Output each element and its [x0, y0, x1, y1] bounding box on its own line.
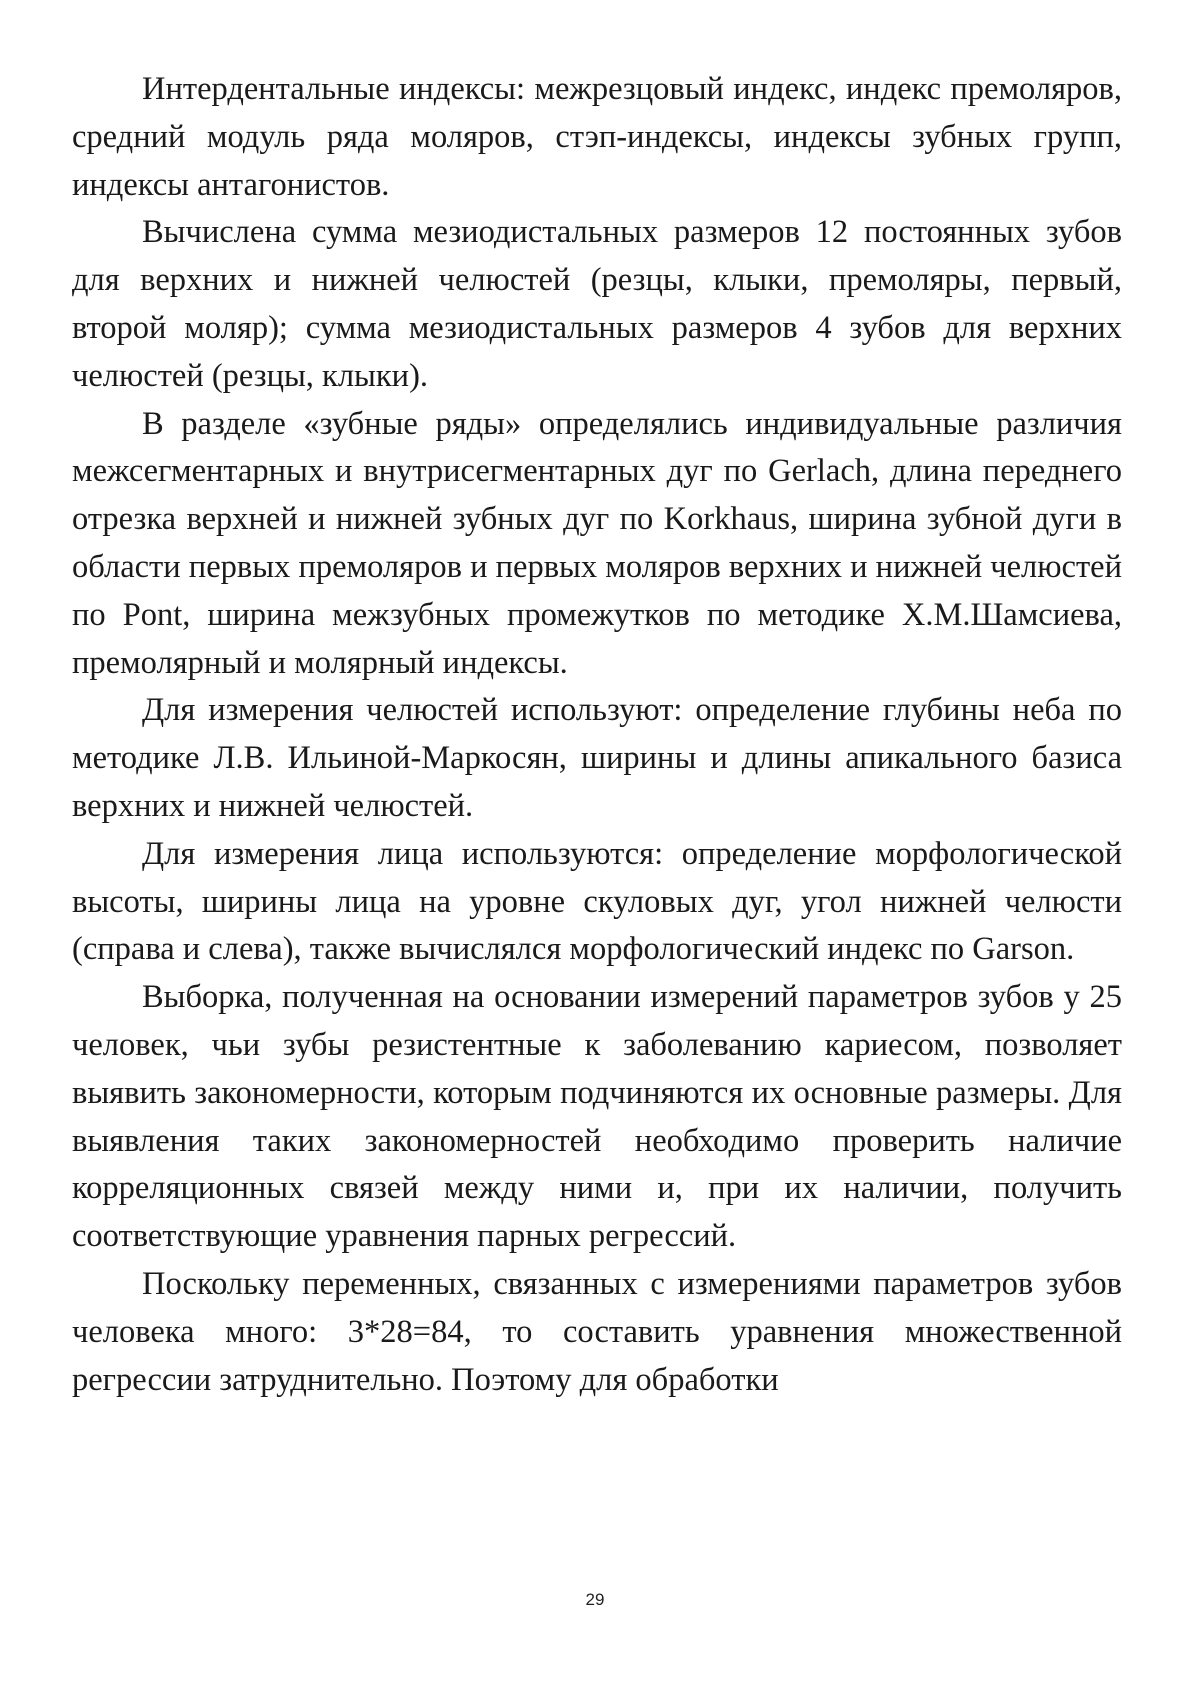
paragraph-interdental-indices: Интердентальные индексы: межрезцовый индекс, индекс премоляров, средний модуль ряда моляров, стэп-индексы, индексы зубных групп, индексы антагонистов. [72, 71, 1122, 203]
paragraph-dental-arches: В разделе «зубные ряды» определялись индивидуальные различия межсегментарных и внутрисегментарных дуг по Gerlach, длина переднего отрезка верхней и нижней зубных дуг по Korkhaus, ширина зубной дуги в области первых премоляров и первых моляров верхних и нижней челюстей по Pont, ширина межзубных промежутков по методике Х.М.Шамсиева, премолярный и молярный индексы. [72, 405, 1122, 681]
paragraph-jaw-measurement: Для измерения челюстей используют: определение глубины неба по методике Л.В. Ильиной-Маркосян, ширины и длины апикального базиса верхних и нижней челюстей. [72, 692, 1122, 824]
paragraph-face-measurement: Для измерения лица используются: определение морфологической высоты, ширины лица на уровне скуловых дуг, угол нижней челюсти (справа и слева), также вычислялся морфологический индекс по Garson. [72, 835, 1122, 968]
paragraph-sample: Выборка, полученная на основании измерений параметров зубов у 25 человек, чьи зубы резистентные к заболеванию кариесом, позволяет выявить закономерности, которым подчиняются их основные размеры. Для выявления таких закономерностей необходимо проверить наличие корреляционных связей между ними и, при их наличии, получить соответствующие уравнения парных регрессий. [72, 979, 1122, 1255]
page-number: 29 [585, 1590, 605, 1609]
paragraph-mesiodistal-sum: Вычислена сумма мезиодистальных размеров 12 постоянных зубов для верхних и нижней челюстей (резцы, клыки, премоляры, первый, второй моляр); сумма мезиодистальных размеров 4 зубов для верхних челюстей (резцы, клыки). [72, 214, 1122, 394]
body-text [72, 66, 1122, 1404]
paragraph-variables: Поскольку переменных, связанных с измерениями параметров зубов человека много: 3*28=84, то составить уравнения множественной регрессии затруднительно. Поэтому для обработки [72, 1265, 1122, 1398]
